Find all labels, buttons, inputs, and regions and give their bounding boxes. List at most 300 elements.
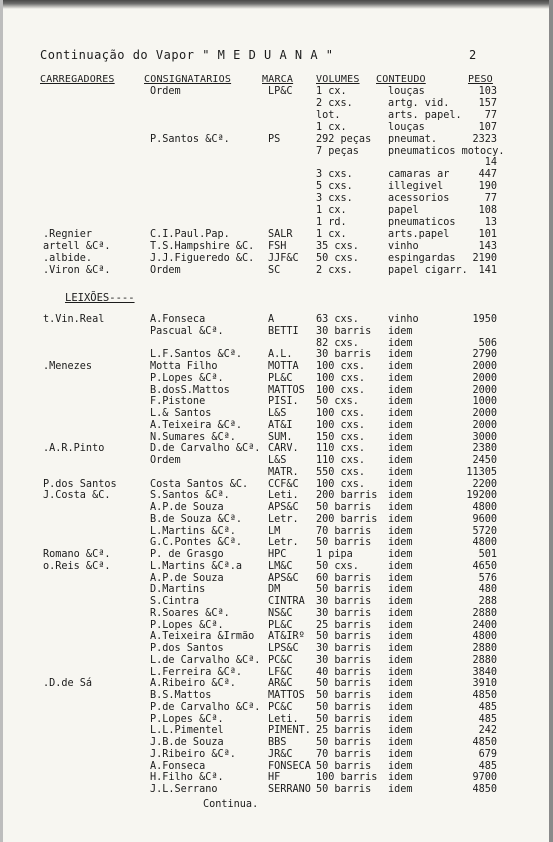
mark-cell: Leti. <box>268 713 299 725</box>
table-row <box>0 86 553 98</box>
volumes-cell: 30 barris <box>316 654 372 666</box>
content-cell: louças <box>388 86 425 97</box>
volumes-cell: 550 cxs. <box>316 466 366 478</box>
weight-cell: 2190 <box>472 252 497 264</box>
weight-cell: 242 <box>478 725 497 737</box>
weight-cell: 107 <box>478 121 497 133</box>
volumes-cell: 50 barris <box>316 701 372 713</box>
volumes-cell: 30 barris <box>316 607 372 619</box>
content-cell: idem <box>388 737 413 748</box>
column-header-volumes: VOLUMES <box>316 74 360 85</box>
weight-cell: 4800 <box>472 631 497 643</box>
table-row <box>0 737 553 749</box>
table-row <box>0 420 553 432</box>
volumes-cell: 200 barris <box>316 490 378 502</box>
mark-cell: AT&I <box>268 419 293 431</box>
content-cell: idem <box>388 419 413 431</box>
scan-top-edge <box>0 0 553 9</box>
column-header-mark: MARCA <box>262 74 294 85</box>
table-row <box>0 749 553 761</box>
table-row <box>0 596 553 608</box>
mark-cell: MOTTA <box>268 361 299 372</box>
shipper-cell: .Viron &Cª. <box>43 264 111 276</box>
content-cell: idem <box>388 584 413 596</box>
shipper-cell: Romano &Cª. <box>43 549 111 560</box>
table-row <box>0 643 553 655</box>
mark-cell: PISI. <box>268 396 299 408</box>
table-row <box>0 217 553 229</box>
mark-cell: PC&C <box>268 654 293 666</box>
consignee-cell: A.Fonseca <box>150 314 206 325</box>
content-cell: idem <box>388 325 413 337</box>
mark-cell: SUM. <box>268 431 293 443</box>
consignee-cell: H.Filho &Cª. <box>150 772 224 784</box>
weight-cell: 485 <box>478 760 497 772</box>
table-row <box>0 181 553 193</box>
volumes-cell: 100 cxs. <box>316 408 366 419</box>
volumes-cell: 50 barris <box>316 631 372 643</box>
content-cell: idem <box>388 772 413 784</box>
consignee-cell: J.L.Serrano <box>150 784 218 795</box>
weight-cell: 3910 <box>472 678 497 690</box>
volumes-cell: 70 barris <box>316 748 372 760</box>
content-cell: idem <box>388 361 413 372</box>
content-cell: idem <box>388 666 413 678</box>
mark-cell: NS&C <box>268 607 293 619</box>
volumes-cell: 1 cx. <box>316 121 347 133</box>
consignee-cell: L.Ferreira &Cª. <box>150 666 243 678</box>
content-cell: idem <box>388 784 413 795</box>
table-row <box>0 443 553 455</box>
mark-cell: LP&C <box>268 86 293 97</box>
weight-cell: 2450 <box>472 455 497 466</box>
consignee-cell: P.dos Santos <box>150 643 224 654</box>
column-header-content: CONTEUDO <box>376 74 426 85</box>
weight-cell: 141 <box>478 264 497 276</box>
content-cell: idem <box>388 619 413 631</box>
mark-cell: JR&C <box>268 748 293 760</box>
volumes-cell: 50 cxs. <box>316 396 359 408</box>
mark-cell: CCF&C <box>268 478 299 490</box>
column-header-weight: PESO <box>468 74 493 85</box>
weight-cell: 103 <box>478 86 497 97</box>
table-row <box>0 110 553 122</box>
consignee-cell: B.de Souza &Cª. <box>150 513 243 525</box>
mark-cell: L&S <box>268 455 287 466</box>
consignee-cell: L.Martins &Cª. <box>150 525 236 537</box>
volumes-cell: 100 cxs. <box>316 361 366 372</box>
volumes-cell: 50 barris <box>316 537 372 549</box>
table-row <box>0 134 553 146</box>
weight-cell: 9700 <box>472 772 497 784</box>
table-row <box>0 526 553 538</box>
mark-cell: LF&C <box>268 666 293 678</box>
weight-cell: 2880 <box>472 643 497 654</box>
shipper-cell: .D.de Sá <box>43 678 93 690</box>
content-cell: idem <box>388 396 413 408</box>
weight-cell: 501 <box>478 549 497 560</box>
mark-cell: PIMENT. <box>268 725 311 737</box>
column-header-shippers: CARREGADORES <box>40 74 115 85</box>
consignee-cell: F.Pistone <box>150 396 206 408</box>
volumes-cell: 1 pipa <box>316 549 353 560</box>
weight-cell: 2000 <box>472 361 497 372</box>
mark-cell: A <box>268 314 275 325</box>
volumes-cell: 50 cxs. <box>316 560 359 572</box>
mark-cell: BETTI <box>268 325 299 337</box>
table-row <box>0 98 553 110</box>
consignee-cell: D.de Carvalho &Cª. <box>150 443 261 455</box>
weight-cell: 108 <box>478 205 497 216</box>
mark-cell: CARV. <box>268 443 299 455</box>
consignee-cell: Motta Filho <box>150 361 218 372</box>
volumes-cell: 1 rd. <box>316 216 347 228</box>
consignee-cell: L.L.Pimentel <box>150 725 224 737</box>
content-cell: illegivel <box>388 181 444 193</box>
volumes-cell: 50 barris <box>316 502 372 513</box>
shipper-cell: .albide. <box>43 252 93 264</box>
content-cell: idem <box>388 596 413 607</box>
content-cell: idem <box>388 690 413 701</box>
volumes-cell: 100 cxs. <box>316 384 366 396</box>
volumes-cell: 7 peças <box>316 145 359 157</box>
shipper-cell: t.Vin.Real <box>43 314 105 325</box>
table-row <box>0 490 553 502</box>
table-row <box>0 338 553 350</box>
volumes-cell: 30 barris <box>316 596 372 607</box>
content-cell: idem <box>388 725 413 737</box>
consignee-cell: L.de Carvalho &Cª. <box>150 654 261 666</box>
content-cell: idem <box>388 760 413 772</box>
consignee-cell: A.Teixeira &Cª. <box>150 419 243 431</box>
weight-cell: 480 <box>478 584 497 596</box>
weight-cell: 2790 <box>472 349 497 361</box>
content-cell: artg. vid. <box>388 97 450 109</box>
content-cell: idem <box>388 478 413 490</box>
weight-cell: 2880 <box>472 607 497 619</box>
mark-cell: FSH <box>268 240 287 252</box>
volumes-cell: 100 cxs. <box>316 372 366 384</box>
table-row <box>0 725 553 737</box>
shipper-cell: .Regnier <box>43 228 93 240</box>
consignee-cell: L.& Santos <box>150 408 212 419</box>
consignee-cell: Costa Santos &C. <box>150 478 249 490</box>
table-row <box>0 514 553 526</box>
volumes-cell: 100 cxs. <box>316 419 366 431</box>
table-row <box>0 584 553 596</box>
weight-cell: 157 <box>478 97 497 109</box>
content-cell: papel cigarr. <box>388 264 468 276</box>
table-row <box>0 241 553 253</box>
mark-cell: Leti. <box>268 490 299 502</box>
weight-cell: 5720 <box>472 525 497 537</box>
consignee-cell: P.Lopes &Cª. <box>150 619 224 631</box>
weight-cell: 2200 <box>472 478 497 490</box>
weight-cell: 485 <box>478 701 497 713</box>
content-cell: pneumat. <box>388 133 438 145</box>
content-cell: acessorios <box>388 193 450 205</box>
consignee-cell: L.Martins &Cª.a <box>150 560 243 572</box>
page-number: 2 <box>469 48 477 62</box>
content-cell: idem <box>388 537 413 549</box>
table-row <box>0 678 553 690</box>
volumes-cell: 2 cxs. <box>316 264 353 276</box>
weight-cell: 4650 <box>472 560 497 572</box>
content-cell: idem <box>388 631 413 643</box>
content-cell: idem <box>388 701 413 713</box>
weight-cell: 2000 <box>472 419 497 431</box>
mark-cell: MATR. <box>268 466 299 478</box>
weight-cell: 288 <box>478 596 497 607</box>
section-title-leixoes: LEIXÕES---- <box>65 292 135 304</box>
table-row <box>0 784 553 796</box>
consignee-cell: A.P.de Souza <box>150 572 224 584</box>
consignee-cell: Ordem <box>150 264 181 276</box>
volumes-cell: 2 cxs. <box>316 97 353 109</box>
mark-cell: LM&C <box>268 560 293 572</box>
content-cell: idem <box>388 443 413 455</box>
volumes-cell: 50 cxs. <box>316 252 359 264</box>
weight-cell: 576 <box>478 572 497 584</box>
volumes-cell: 50 barris <box>316 760 372 772</box>
consignee-cell: B.S.Mattos <box>150 690 212 701</box>
table-row <box>0 702 553 714</box>
volumes-cell: 110 cxs. <box>316 455 366 466</box>
volumes-cell: 60 barris <box>316 572 372 584</box>
table-row <box>0 229 553 241</box>
volumes-cell: 82 cxs. <box>316 337 359 349</box>
volumes-cell: 110 cxs. <box>316 443 366 455</box>
table-row <box>0 396 553 408</box>
weight-cell: 4800 <box>472 502 497 513</box>
table-row <box>0 690 553 702</box>
column-header-consignees: CONSIGNATARIOS <box>144 74 232 85</box>
table-row <box>0 326 553 338</box>
content-cell: arts. papel. <box>388 109 462 121</box>
table-row <box>0 408 553 420</box>
table-row <box>0 479 553 491</box>
content-cell: idem <box>388 748 413 760</box>
volumes-cell: 1 cx. <box>316 86 347 97</box>
mark-cell: PC&C <box>268 701 293 713</box>
consignee-cell: P.Lopes &Cª. <box>150 713 224 725</box>
consignee-cell: L.F.Santos &Cª. <box>150 349 243 361</box>
table-row <box>0 253 553 265</box>
volumes-cell: 1 cx. <box>316 228 347 240</box>
volumes-cell: 40 barris <box>316 666 372 678</box>
content-cell: pneumaticos <box>388 216 456 228</box>
shipper-cell: P.dos Santos <box>43 478 117 490</box>
mark-cell: BBS <box>268 737 287 748</box>
weight-cell: 506 <box>478 337 497 349</box>
table-row <box>0 157 553 169</box>
table-row <box>0 549 553 561</box>
content-cell: vinho <box>388 314 419 325</box>
mark-cell: HPC <box>268 549 287 560</box>
mark-cell: AT&IRº <box>268 631 305 643</box>
table-row <box>0 146 553 158</box>
consignee-cell: P.Lopes &Cª. <box>150 372 224 384</box>
table-row <box>0 561 553 573</box>
volumes-cell: 50 barris <box>316 584 372 596</box>
mark-cell: L&S <box>268 408 287 419</box>
weight-cell: 2380 <box>472 443 497 455</box>
content-cell: idem <box>388 490 413 502</box>
weight-cell: 11305 <box>466 466 497 478</box>
weight-cell: 14 <box>484 157 497 169</box>
content-cell: idem <box>388 643 413 654</box>
consignee-cell: A.Ribeiro &Cª. <box>150 678 236 690</box>
weight-cell: 4850 <box>472 690 497 701</box>
consignee-cell: D.Martins <box>150 584 206 596</box>
volumes-cell: lot. <box>316 109 341 121</box>
mark-cell: SC <box>268 264 281 276</box>
weight-cell: 77 <box>484 109 497 121</box>
mark-cell: JJF&C <box>268 252 299 264</box>
mark-cell: PL&C <box>268 372 293 384</box>
table-row <box>0 772 553 784</box>
weight-cell: 485 <box>478 713 497 725</box>
volumes-cell: 50 barris <box>316 784 372 795</box>
weight-cell: 190 <box>478 181 497 193</box>
volumes-cell: 25 barris <box>316 619 372 631</box>
weight-cell: 2000 <box>472 372 497 384</box>
table-row <box>0 620 553 632</box>
content-cell: idem <box>388 384 413 396</box>
consignee-cell: S.Cintra <box>150 596 200 607</box>
shipper-cell: o.Reis &Cª. <box>43 560 111 572</box>
consignee-cell: Pascual &Cª. <box>150 325 224 337</box>
consignee-cell: G.C.Pontes &Cª. <box>150 537 243 549</box>
content-cell: idem <box>388 713 413 725</box>
weight-cell: 19200 <box>466 490 497 502</box>
mark-cell: SERRANO <box>268 784 311 795</box>
consignee-cell: P.Santos &Cª. <box>150 133 230 145</box>
table-row <box>0 265 553 277</box>
consignee-cell: A.Fonseca <box>150 760 206 772</box>
consignee-cell: B.dosS.Mattos <box>150 384 230 396</box>
consignee-cell: J.B.de Souza <box>150 737 224 748</box>
shipper-cell: J.Costa &C. <box>43 490 111 502</box>
content-cell: louças <box>388 121 425 133</box>
table-row <box>0 655 553 667</box>
consignee-cell: A.Teixeira &Irmão <box>150 631 255 643</box>
shipper-cell: artell &Cª. <box>43 240 111 252</box>
weight-cell: 2323 <box>472 133 497 145</box>
consignee-cell: P. de Grasgo <box>150 549 224 560</box>
mark-cell: MATTOS <box>268 384 305 396</box>
mark-cell: SALR <box>268 228 293 240</box>
content-cell: idem <box>388 502 413 513</box>
volumes-cell: 1 cx. <box>316 205 347 216</box>
consignee-cell: R.Soares &Cª. <box>150 607 230 619</box>
weight-cell: 13 <box>484 216 497 228</box>
content-cell: idem <box>388 654 413 666</box>
consignee-cell: N.Sumares &Cª. <box>150 431 236 443</box>
volumes-cell: 35 cxs. <box>316 240 359 252</box>
table-row <box>0 169 553 181</box>
mark-cell: APS&C <box>268 502 299 513</box>
table-row <box>0 122 553 134</box>
table-row <box>0 385 553 397</box>
content-cell: idem <box>388 349 413 361</box>
weight-cell: 2000 <box>472 384 497 396</box>
table-row <box>0 361 553 373</box>
volumes-cell: 70 barris <box>316 525 372 537</box>
weight-cell: 2000 <box>472 408 497 419</box>
volumes-cell: 30 barris <box>316 643 372 654</box>
mark-cell: LM <box>268 525 281 537</box>
consignee-cell: J.J.Figueredo &C. <box>150 252 255 264</box>
weight-cell: 1950 <box>472 314 497 325</box>
table-row <box>0 432 553 444</box>
consignee-cell: T.S.Hampshire &C. <box>150 240 255 252</box>
consignee-cell: C.I.Paul.Pap. <box>150 228 230 240</box>
content-cell: idem <box>388 408 413 419</box>
content-cell: espingardas <box>388 252 456 264</box>
content-cell: vinho <box>388 240 419 252</box>
consignee-cell: Ordem <box>150 455 181 466</box>
volumes-cell: 5 cxs. <box>316 181 353 193</box>
shipper-cell: .A.R.Pinto <box>43 443 105 455</box>
content-cell: idem <box>388 678 413 690</box>
consignee-cell: J.Ribeiro &Cª. <box>150 748 236 760</box>
volumes-cell: 50 barris <box>316 678 372 690</box>
mark-cell: FONSECA <box>268 760 311 772</box>
table-row <box>0 193 553 205</box>
weight-cell: 77 <box>484 193 497 205</box>
mark-cell: MATTOS <box>268 690 305 701</box>
volumes-cell: 50 barris <box>316 690 372 701</box>
weight-cell: 3840 <box>472 666 497 678</box>
volumes-cell: 3 cxs. <box>316 193 353 205</box>
mark-cell: CINTRA <box>268 596 305 607</box>
volumes-cell: 25 barris <box>316 725 372 737</box>
weight-cell: 4800 <box>472 537 497 549</box>
table-row <box>0 608 553 620</box>
volumes-cell: 30 barris <box>316 349 372 361</box>
volumes-cell: 50 barris <box>316 713 372 725</box>
content-cell: idem <box>388 560 413 572</box>
mark-cell: PL&C <box>268 619 293 631</box>
weight-cell: 4850 <box>472 784 497 795</box>
content-cell: idem <box>388 372 413 384</box>
page-title: Continuação do Vapor " M E D U A N A " <box>40 48 334 62</box>
mark-cell: DM <box>268 584 281 596</box>
volumes-cell: 50 barris <box>316 737 372 748</box>
table-row <box>0 205 553 217</box>
volumes-cell: 100 cxs. <box>316 478 366 490</box>
weight-cell: 1000 <box>472 396 497 408</box>
table-row <box>0 714 553 726</box>
weight-cell: 143 <box>478 240 497 252</box>
content-cell: papel <box>388 205 419 216</box>
weight-cell: 679 <box>478 748 497 760</box>
content-cell: idem <box>388 607 413 619</box>
shipper-cell: .Menezes <box>43 361 93 372</box>
table-row <box>0 631 553 643</box>
volumes-cell: 3 cxs. <box>316 169 353 181</box>
volumes-cell: 150 cxs. <box>316 431 366 443</box>
content-cell: idem <box>388 466 413 478</box>
table-row <box>0 667 553 679</box>
continuation-note: Continua. <box>203 799 259 810</box>
weight-cell: 3000 <box>472 431 497 443</box>
weight-cell: 2400 <box>472 619 497 631</box>
mark-cell: A.L. <box>268 349 293 361</box>
weight-cell: 4850 <box>472 737 497 748</box>
volumes-cell: 30 barris <box>316 325 372 337</box>
